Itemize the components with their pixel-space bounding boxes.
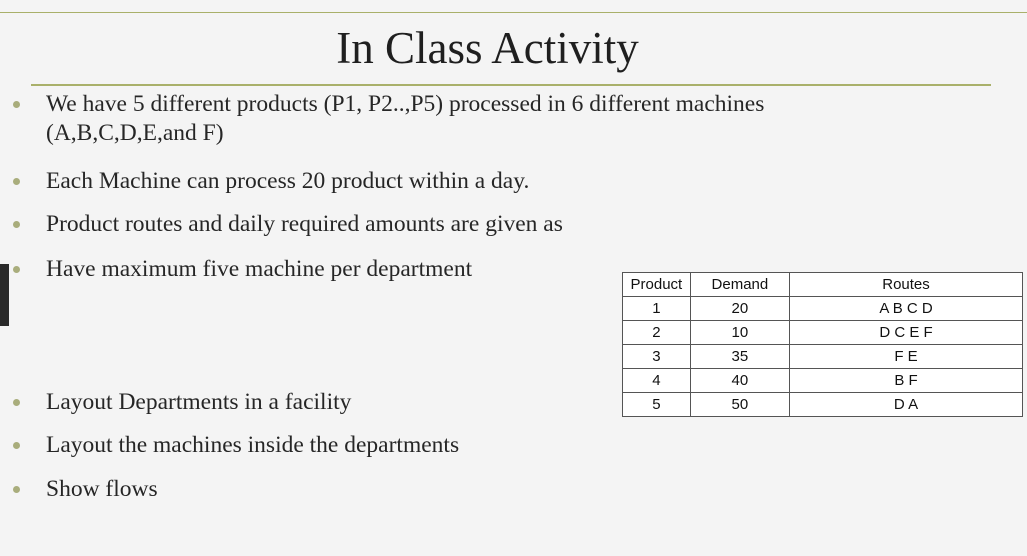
- cell-routes: A B C D: [790, 297, 1023, 321]
- table-row: [623, 393, 1023, 417]
- cell-demand: 20: [690, 297, 789, 321]
- cell-demand: 50: [690, 393, 789, 417]
- cell-product: 2: [623, 321, 691, 345]
- cell-routes: D A: [790, 393, 1023, 417]
- routes-table: [622, 272, 1023, 417]
- cell-demand: 35: [690, 345, 789, 369]
- cell-product: 3: [623, 345, 691, 369]
- slide-title: In Class Activity: [336, 23, 639, 73]
- cell-product: 4: [623, 369, 691, 393]
- bullet-dot-icon: [13, 221, 20, 228]
- bullet-item-routes: Product routes and daily required amounts are given as: [46, 211, 563, 237]
- table-row: [623, 369, 1023, 393]
- bullet-dot-icon: [13, 101, 20, 108]
- left-edge-bar: [0, 264, 9, 326]
- cell-product: 5: [623, 393, 691, 417]
- cell-demand: 40: [690, 369, 789, 393]
- bullet-item-products: [46, 90, 764, 148]
- bullet-item-layout-departments: Layout Departments in a facility: [46, 389, 352, 415]
- table-row: [623, 345, 1023, 369]
- bullet-item-layout-machines: Layout the machines inside the departments: [46, 432, 460, 458]
- column-header-demand: Demand: [690, 273, 789, 297]
- table-header-row: [623, 273, 1023, 297]
- cell-routes: F E: [790, 345, 1023, 369]
- bullet-dot-icon: [13, 266, 20, 273]
- cell-routes: D C E F: [790, 321, 1023, 345]
- column-header-routes: Routes: [790, 273, 1023, 297]
- cell-product: 1: [623, 297, 691, 321]
- title-underline: [31, 84, 991, 86]
- bullet-text: We have 5 different products (P1, P2..,P5) processed in 6 different machines: [46, 91, 765, 117]
- bullet-dot-icon: [13, 442, 20, 449]
- bullet-item-max-machines: Have maximum five machine per department: [46, 256, 473, 282]
- bullet-item-show-flows: Show flows: [46, 476, 158, 502]
- top-divider: [0, 12, 1027, 13]
- column-header-product: Product: [623, 273, 691, 297]
- table-row: [623, 297, 1023, 321]
- cell-demand: 10: [690, 321, 789, 345]
- cell-routes: B F: [790, 369, 1023, 393]
- bullet-dot-icon: [13, 399, 20, 406]
- bullet-dot-icon: [13, 486, 20, 493]
- bullet-text-continued: (A,B,C,D,E,and F): [46, 120, 224, 146]
- bullet-dot-icon: [13, 178, 20, 185]
- table-row: [623, 321, 1023, 345]
- bullet-item-capacity: Each Machine can process 20 product within a day.: [46, 168, 530, 194]
